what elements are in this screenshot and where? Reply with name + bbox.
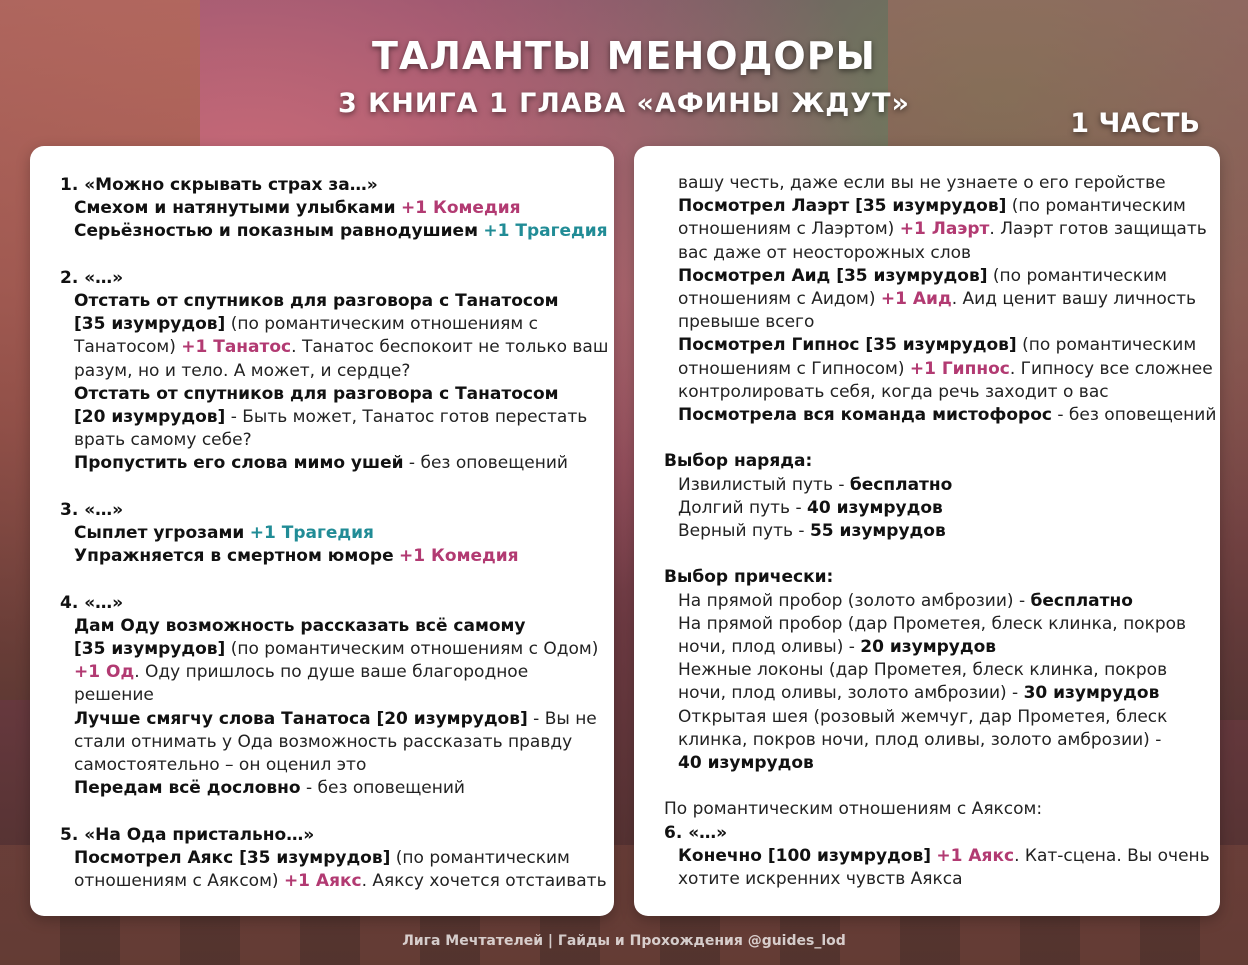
romance-note: По романтическим отношениям с Аяксом:	[664, 799, 1043, 820]
q2-answer-1-line-2: [35 изумрудов] (по романтическим отношениям с	[74, 314, 538, 335]
aid-line-1: Посмотрел Аид [35 изумрудов] (по романтическим	[678, 265, 1167, 286]
q4-answer-1-line-4: решение	[74, 685, 154, 706]
q2-answer-2-line-1: Отстать от спутников для разговора с Танатосом	[74, 383, 559, 404]
q1-answer-1: Смехом и натянутыми улыбками +1 Комедия	[74, 198, 521, 219]
q1-answer-2: Серьёзностью и показным равнодушием +1 Трагедия	[74, 221, 608, 242]
q2-answer-1-line-1: Отстать от спутников для разговора с Танатосом	[74, 291, 559, 311]
part-label: 1 ЧАСТЬ	[1070, 108, 1200, 139]
q5-continued-line: вашу честь, даже если вы не узнаете о его геройстве	[678, 173, 1166, 193]
outfit-option-3: Верный путь - 55 изумрудов	[678, 521, 946, 542]
q4-answer-1-line-1: Дам Оду возможность рассказать всё самому	[74, 615, 526, 636]
hair-heading: Выбор прически:	[664, 567, 834, 588]
right-card	[634, 146, 1220, 916]
question-1: 1. «Можно скрывать страх за…»	[60, 175, 378, 195]
outfit-option-2: Долгий путь - 40 изумрудов	[678, 497, 943, 518]
q5-answer-1-line-2: отношениям с Аяксом) +1 Аякс. Аяксу хочется отстаивать	[74, 871, 607, 892]
laert-line-3: вас даже от неосторожных слов	[678, 242, 972, 263]
q5-answer-1-line-1: Посмотрел Аякс [35 изумрудов] (по романтическим	[74, 847, 570, 868]
hair-option-3-line-1: Нежные локоны (дар Прометея, блеск клинка, покров	[678, 660, 1168, 681]
aid-line-3: превыше всего	[678, 312, 815, 333]
laert-line-1: Посмотрел Лаэрт [35 изумрудов] (по романтическим	[678, 196, 1186, 217]
hair-option-1: На прямой пробор (золото амброзии) - бесплатно	[678, 590, 1133, 611]
hair-option-4-line-2: клинка, покров ночи, плод оливы, золото амброзии) -	[678, 729, 1162, 750]
question-3: 3. «…»	[60, 499, 124, 520]
gipnos-line-3: контролировать себя, когда речь заходит о вас	[678, 381, 1109, 402]
q3-answer-1: Сыплет угрозами +1 Трагедия	[74, 523, 374, 544]
question-4: 4. «…»	[60, 592, 124, 613]
aid-line-2: отношениям с Аидом) +1 Аид. Аид ценит вашу личность	[678, 289, 1197, 310]
q2-answer-2-line-3: врать самому себе?	[74, 430, 252, 451]
hair-option-4-line-3: 40 изумрудов	[678, 753, 814, 774]
laert-line-2: отношениям с Лаэртом) +1 Лаэрт. Лаэрт готов защищать	[678, 219, 1207, 240]
footer-credit: Лига Мечтателей | Гайды и Прохождения @guides_lod	[402, 933, 846, 949]
q2-answer-2-line-2: [20 изумрудов] - Быть может, Танатос готов перестать	[74, 407, 588, 428]
hair-option-2-line-2: ночи, плод оливы) - 20 изумрудов	[678, 637, 997, 658]
team-line: Посмотрела вся команда мистофорос - без оповещений	[678, 405, 1217, 426]
q4-answer-1-line-3: +1 Од. Оду пришлось по душе ваше благородное	[74, 662, 529, 683]
q2-answer-1-line-4: разум, но и тело. А может, и сердце?	[74, 360, 411, 381]
page-subtitle: 3 КНИГА 1 ГЛАВА «АФИНЫ ЖДУТ»	[338, 88, 910, 119]
gipnos-line-2: отношениям с Гипносом) +1 Гипнос. Гипносу все сложнее	[678, 358, 1213, 379]
q3-answer-2: Упражняется в смертном юморе +1 Комедия	[74, 546, 519, 567]
hair-option-3-line-2: ночи, плод оливы, золото амброзии) - 30 изумрудов	[678, 683, 1160, 704]
q6-answer-line-1: Конечно [100 изумрудов] +1 Аякс. Кат-сцена. Вы очень	[678, 845, 1210, 866]
hair-option-2-line-1: На прямой пробор (дар Прометея, блеск клинка, покров	[678, 613, 1187, 634]
q2-answer-3: Пропустить его слова мимо ушей - без оповещений	[74, 453, 568, 474]
gipnos-line-1: Посмотрел Гипнос [35 изумрудов] (по романтическим	[678, 335, 1197, 356]
q4-answer-1-line-2: [35 изумрудов] (по романтическим отношениям с Одом)	[74, 639, 599, 660]
hair-option-4-line-1: Открытая шея (розовый жемчуг, дар Прометея, блеск	[678, 706, 1168, 727]
outfit-option-1: Извилистый путь - бесплатно	[678, 474, 953, 495]
q4-answer-2-line-3: самостоятельно – он оценил это	[74, 755, 367, 776]
question-2: 2. «…»	[60, 267, 124, 288]
page-title: ТАЛАНТЫ МЕНОДОРЫ	[372, 34, 876, 78]
q4-answer-3: Передам всё дословно - без оповещений	[74, 778, 465, 799]
outfit-heading: Выбор наряда:	[664, 451, 813, 472]
q4-answer-2-line-1: Лучше смягчу слова Танатоса [20 изумрудов] - Вы не	[74, 708, 597, 729]
q2-answer-1-line-3: Танатосом) +1 Танатос. Танатос беспокоит не только ваш	[74, 337, 609, 358]
question-5: 5. «На Ода пристально…»	[60, 824, 315, 845]
q6-answer-line-2: хотите искренних чувств Аякса	[678, 869, 963, 890]
left-card	[30, 146, 614, 916]
q4-answer-2-line-2: стали отнимать у Ода возможность рассказать правду	[74, 731, 573, 752]
question-6: 6. «…»	[664, 822, 728, 843]
